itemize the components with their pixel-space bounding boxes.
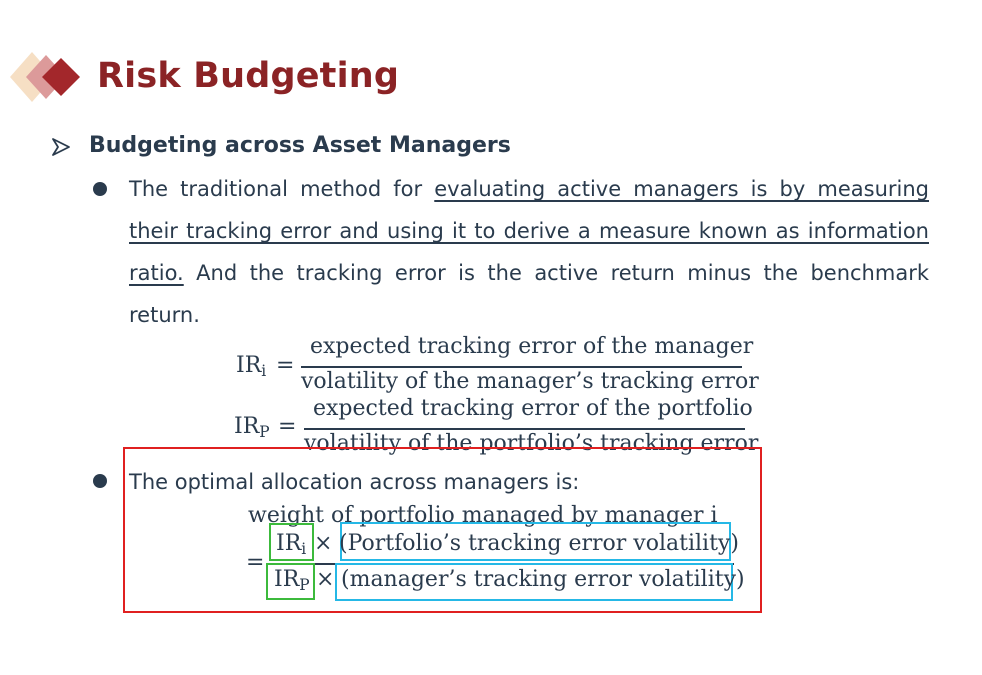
diamond-logo-icon [10, 52, 84, 102]
formula-1-numerator: expected tracking error of the manager [310, 334, 754, 359]
paragraph-suffix: And the tracking error is the active return minus the benchmark return. [129, 261, 929, 327]
formula-3-numerator-term: (Portfolio’s tracking error volatility) [339, 531, 739, 556]
paragraph-prefix: The traditional method for [129, 177, 435, 201]
formula-2-lhs: $IR_P$ [234, 414, 270, 441]
formula-1-lhs: $IR_i$ [236, 353, 267, 380]
section-heading: Budgeting across Asset Managers [89, 133, 511, 158]
formula-3-denominator-term: (manager’s tracking error volatility) [341, 567, 745, 592]
formula-3-numerator-ir: $IR_i$ [276, 531, 307, 558]
disc-bullet-icon [93, 474, 107, 488]
formula-3-times-2: × [316, 567, 335, 592]
formula-3-lhs: weight of portfolio managed by manager i [248, 503, 718, 528]
disc-bullet-icon [93, 182, 107, 196]
page-title: Risk Budgeting [97, 56, 400, 96]
formula-1-equals: = [276, 353, 295, 378]
formula-1-fraction-bar [301, 366, 742, 368]
underlined-text: evaluating active managers is by measuring their tracking error and using it to derive a measure known as information ratio. [129, 177, 930, 285]
formula-2-denominator: volatility of the portfolio’s tracking error [304, 431, 759, 456]
formula-3-denominator-ir: $IR_P$ [274, 567, 310, 594]
bullet-paragraph [129, 168, 929, 336]
formula-2-numerator: expected tracking error of the portfolio [313, 396, 753, 421]
formula-2-equals: = [278, 414, 297, 439]
arrowhead-bullet-icon [52, 138, 70, 156]
formula-1-denominator: volatility of the manager’s tracking error [301, 369, 759, 394]
formula-2-fraction-bar [304, 428, 745, 430]
formula-3-equals: = [246, 550, 265, 575]
formula-3-times-1: × [314, 531, 333, 556]
bullet-2-text: The optimal allocation across managers is: [129, 470, 580, 494]
